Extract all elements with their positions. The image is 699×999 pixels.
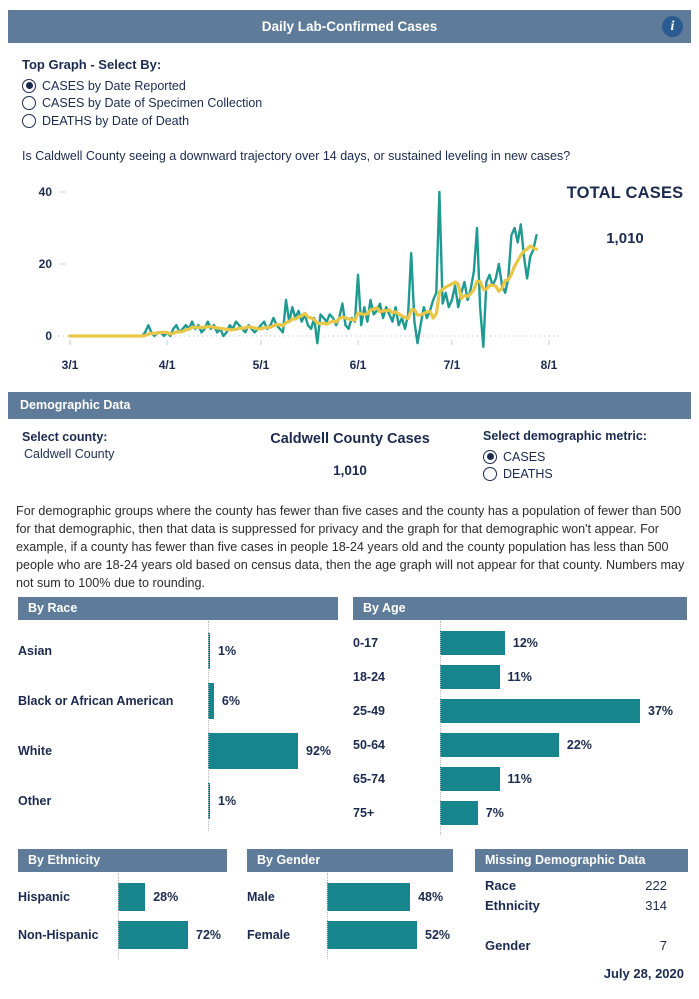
- radio-row-deaths-by-date-of-death[interactable]: [22, 112, 262, 129]
- radio-row-metric-cases[interactable]: [483, 448, 647, 465]
- missing-gender-label: Gender: [485, 937, 531, 953]
- axis-baseline: [440, 621, 441, 835]
- county-dropdown[interactable]: Caldwell County: [24, 447, 115, 461]
- by-race-chart: [18, 626, 338, 826]
- title-bar: [8, 10, 691, 43]
- value-label: 72%: [196, 928, 222, 942]
- value-label: 28%: [153, 890, 179, 904]
- by-age-bar-75-[interactable]: [440, 801, 478, 825]
- bar-row: [353, 694, 687, 728]
- category-label: 25-49: [353, 704, 385, 718]
- missing-row-race: [475, 875, 688, 895]
- y-axis-tick: 40: [38, 185, 52, 199]
- category-label: White: [18, 744, 53, 758]
- value-label: 11%: [507, 772, 532, 786]
- x-axis-tick: 8/1: [540, 358, 558, 372]
- category-label: Male: [247, 890, 275, 904]
- by-age-bar-50-64[interactable]: [440, 733, 559, 757]
- by-age-header: By Age: [353, 597, 687, 620]
- y-axis-tick: 0: [45, 329, 52, 343]
- category-label: Hispanic: [18, 890, 71, 904]
- missing-row-gender: [475, 935, 688, 955]
- by-age-panel: [353, 597, 687, 830]
- bar-row: [18, 726, 338, 776]
- bar-row: [18, 878, 227, 916]
- by-ethnicity-panel: [18, 849, 227, 954]
- missing-row-ethnicity: [475, 895, 688, 915]
- county-cases-value: 1,010: [333, 463, 367, 478]
- total-cases-block: [558, 184, 692, 247]
- value-label: 6%: [221, 694, 240, 708]
- by-gender-chart: [247, 878, 453, 954]
- value-label: 92%: [306, 744, 332, 758]
- axis-baseline: [118, 873, 119, 959]
- by-age-bar-0-17[interactable]: [440, 631, 505, 655]
- top-graph-select-label: Top Graph - Select By:: [22, 57, 162, 72]
- radio-cases-by-specimen-collection-label: CASES by Date of Specimen Collection: [42, 96, 263, 110]
- radio-deaths-by-date-of-death-icon[interactable]: [22, 114, 36, 128]
- x-axis-tick: 6/1: [349, 358, 367, 372]
- missing-race-value: 222: [645, 877, 667, 893]
- by-ethnicity-header: By Ethnicity: [18, 849, 227, 872]
- bar-row: [18, 676, 338, 726]
- by-ethnicity-chart: [18, 878, 227, 954]
- category-label: 18-24: [353, 670, 385, 684]
- radio-cases-by-date-reported-icon[interactable]: [22, 79, 36, 93]
- missing-data-header: Missing Demographic Data: [475, 849, 688, 872]
- info-icon[interactable]: i: [662, 16, 683, 37]
- page-title: Daily Lab-Confirmed Cases: [261, 19, 438, 34]
- select-county-label: Select county:: [22, 430, 108, 444]
- radio-metric-cases-icon[interactable]: [483, 450, 497, 464]
- category-label: Black or African American: [18, 694, 174, 708]
- category-label: Asian: [18, 644, 53, 658]
- value-label: 11%: [507, 670, 532, 684]
- value-label: 1%: [218, 794, 237, 808]
- demographic-section-title: Demographic Data: [20, 398, 131, 412]
- daily-cases-line: [70, 192, 537, 347]
- radio-row-cases-by-specimen-collection[interactable]: [22, 95, 262, 112]
- daily-cases-chart[interactable]: [8, 183, 568, 381]
- metric-select-label: Select demographic metric:: [483, 429, 647, 443]
- by-ethnicity-bar-hispanic[interactable]: [118, 883, 145, 911]
- radio-row-metric-deaths[interactable]: [483, 466, 647, 483]
- top-graph-selector: [22, 57, 262, 130]
- bar-row: [353, 728, 687, 762]
- bar-row: [18, 626, 338, 676]
- missing-ethnicity-value: 314: [645, 897, 667, 913]
- radio-metric-deaths-icon[interactable]: [483, 467, 497, 481]
- x-axis-tick: 5/1: [252, 358, 270, 372]
- bar-row: [18, 776, 338, 826]
- category-label: 65-74: [353, 772, 385, 786]
- county-cases-title: Caldwell County Cases: [270, 431, 430, 447]
- value-label: 52%: [425, 928, 451, 942]
- metric-selector: [483, 429, 647, 483]
- x-axis-tick: 3/1: [61, 358, 79, 372]
- radio-metric-cases-label: CASES: [503, 449, 546, 464]
- value-label: 48%: [418, 890, 444, 904]
- by-gender-bar-male[interactable]: [327, 883, 410, 911]
- by-race-panel: [18, 597, 338, 826]
- missing-ethnicity-label: Ethnicity: [485, 897, 540, 913]
- category-label: 0-17: [353, 636, 379, 650]
- trajectory-question: Is Caldwell County seeing a downward trajectory over 14 days, or sustained leveling in new cases?: [22, 149, 571, 163]
- radio-cases-by-date-reported-label: CASES by Date Reported: [42, 78, 186, 93]
- total-cases-value: 1,010: [606, 230, 644, 247]
- by-age-chart: [353, 626, 687, 830]
- value-label: 22%: [566, 738, 592, 752]
- value-label: 12%: [512, 636, 538, 650]
- bar-row: [247, 916, 453, 954]
- by-ethnicity-bar-non-hispanic[interactable]: [118, 921, 188, 949]
- demographic-section-bar: [8, 392, 691, 419]
- bar-row: [18, 916, 227, 954]
- value-label: 1%: [218, 644, 237, 658]
- radio-deaths-by-date-of-death-label: DEATHS by Date of Death: [42, 113, 190, 128]
- axis-baseline: [208, 621, 209, 831]
- by-age-bar-65-74[interactable]: [440, 767, 500, 791]
- by-gender-header: By Gender: [247, 849, 453, 872]
- category-label: 75+: [353, 806, 375, 820]
- by-race-bar-white[interactable]: [208, 733, 298, 769]
- by-age-bar-25-49[interactable]: [440, 699, 640, 723]
- bar-row: [353, 762, 687, 796]
- by-gender-bar-female[interactable]: [327, 921, 417, 949]
- category-label: Female: [247, 928, 291, 942]
- by-age-bar-18-24[interactable]: [440, 665, 500, 689]
- suppression-disclaimer: For demographic groups where the county has fewer than five cases and the county has a population of fewer than 500 for that demographic, then that data is suppressed for privacy and the graph for that demographic won't appear. For example, if a county has fewer than five cases in people 18-24 years old and the county population has less than 500 people who are 18-24 years old based on census data, then the age graph will not appear for that county. Numbers may not sum to 100% due to rounding.: [16, 504, 685, 590]
- report-date: July 28, 2020: [603, 966, 684, 981]
- missing-race-label: Race: [485, 877, 517, 893]
- bar-row: [353, 660, 687, 694]
- by-race-header: By Race: [18, 597, 338, 620]
- missing-spacer: [475, 915, 688, 935]
- bar-row: [247, 878, 453, 916]
- axis-baseline: [327, 873, 328, 959]
- total-cases-label: TOTAL CASES: [566, 184, 684, 202]
- by-gender-panel: [247, 849, 453, 954]
- radio-metric-deaths-label: DEATHS: [503, 467, 553, 481]
- category-label: Other: [18, 794, 52, 808]
- y-axis-tick: 20: [38, 257, 52, 271]
- missing-data-panel: [475, 849, 688, 955]
- category-label: 50-64: [353, 738, 385, 752]
- county-selector: [22, 430, 114, 461]
- radio-cases-by-specimen-collection-icon[interactable]: [22, 96, 36, 110]
- value-label: 37%: [648, 704, 674, 718]
- x-axis-tick: 4/1: [158, 358, 176, 372]
- bar-row: [353, 626, 687, 660]
- bar-row: [353, 796, 687, 830]
- value-label: 7%: [485, 806, 504, 820]
- radio-row-cases-by-date-reported[interactable]: [22, 77, 262, 94]
- missing-gender-value: 7: [659, 937, 667, 953]
- category-label: Non-Hispanic: [18, 928, 99, 942]
- x-axis-tick: 7/1: [443, 358, 461, 372]
